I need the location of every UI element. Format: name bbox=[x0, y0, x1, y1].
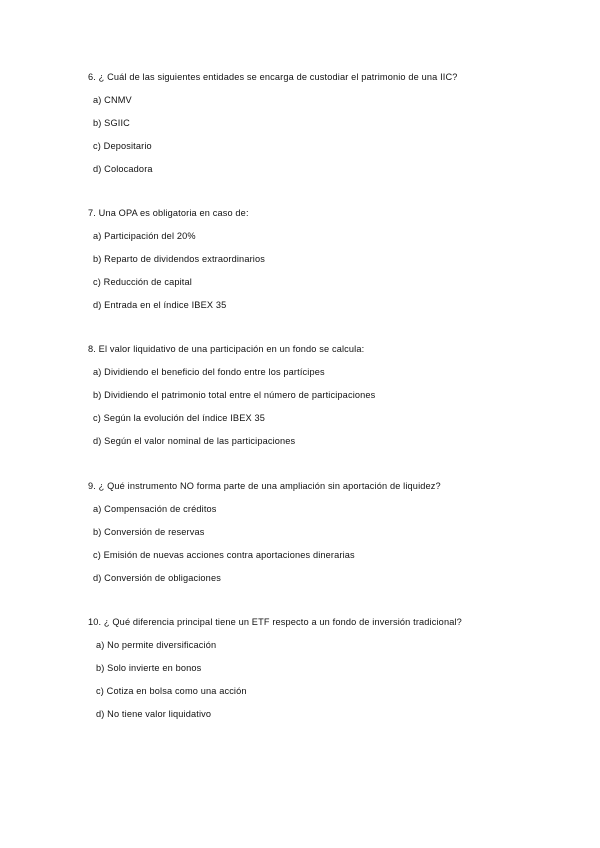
question-text: 8. El valor liquidativo de una participación en un fondo se calcula: bbox=[88, 344, 365, 354]
option-d: d) Según el valor nominal de las participaciones bbox=[93, 436, 296, 446]
option-d: d) Colocadora bbox=[93, 164, 153, 174]
question-text: 9. ¿ Qué instrumento NO forma parte de una ampliación sin aportación de liquidez? bbox=[88, 481, 441, 491]
option-c: c) Depositario bbox=[93, 141, 152, 151]
question-text: 6. ¿ Cuál de las siguientes entidades se encarga de custodiar el patrimonio de una IIC? bbox=[88, 72, 458, 82]
option-d: d) No tiene valor liquidativo bbox=[96, 709, 212, 719]
option-b: b) Conversión de reservas bbox=[93, 527, 205, 537]
option-b: b) Dividiendo el patrimonio total entre el número de participaciones bbox=[93, 390, 376, 400]
option-c: c) Cotiza en bolsa como una acción bbox=[96, 686, 247, 696]
question-text: 10. ¿ Qué diferencia principal tiene un ETF respecto a un fondo de inversión tradicional? bbox=[88, 617, 462, 627]
option-a: a) No permite diversificación bbox=[96, 640, 217, 650]
option-d: d) Entrada en el índice IBEX 35 bbox=[93, 300, 227, 310]
option-a: a) Compensación de créditos bbox=[93, 504, 217, 514]
option-a: a) Dividiendo el beneficio del fondo entre los partícipes bbox=[93, 367, 325, 377]
option-b: b) Reparto de dividendos extraordinarios bbox=[93, 254, 265, 264]
question-text: 7. Una OPA es obligatoria en caso de: bbox=[88, 208, 249, 218]
option-d: d) Conversión de obligaciones bbox=[93, 573, 221, 583]
option-c: c) Emisión de nuevas acciones contra aportaciones dinerarias bbox=[93, 550, 355, 560]
option-a: a) CNMV bbox=[93, 95, 132, 105]
option-c: c) Según la evolución del índice IBEX 35 bbox=[93, 413, 265, 423]
option-b: b) SGIIC bbox=[93, 118, 130, 128]
option-b: b) Solo invierte en bonos bbox=[96, 663, 202, 673]
option-a: a) Participación del 20% bbox=[93, 231, 196, 241]
option-c: c) Reducción de capital bbox=[93, 277, 192, 287]
